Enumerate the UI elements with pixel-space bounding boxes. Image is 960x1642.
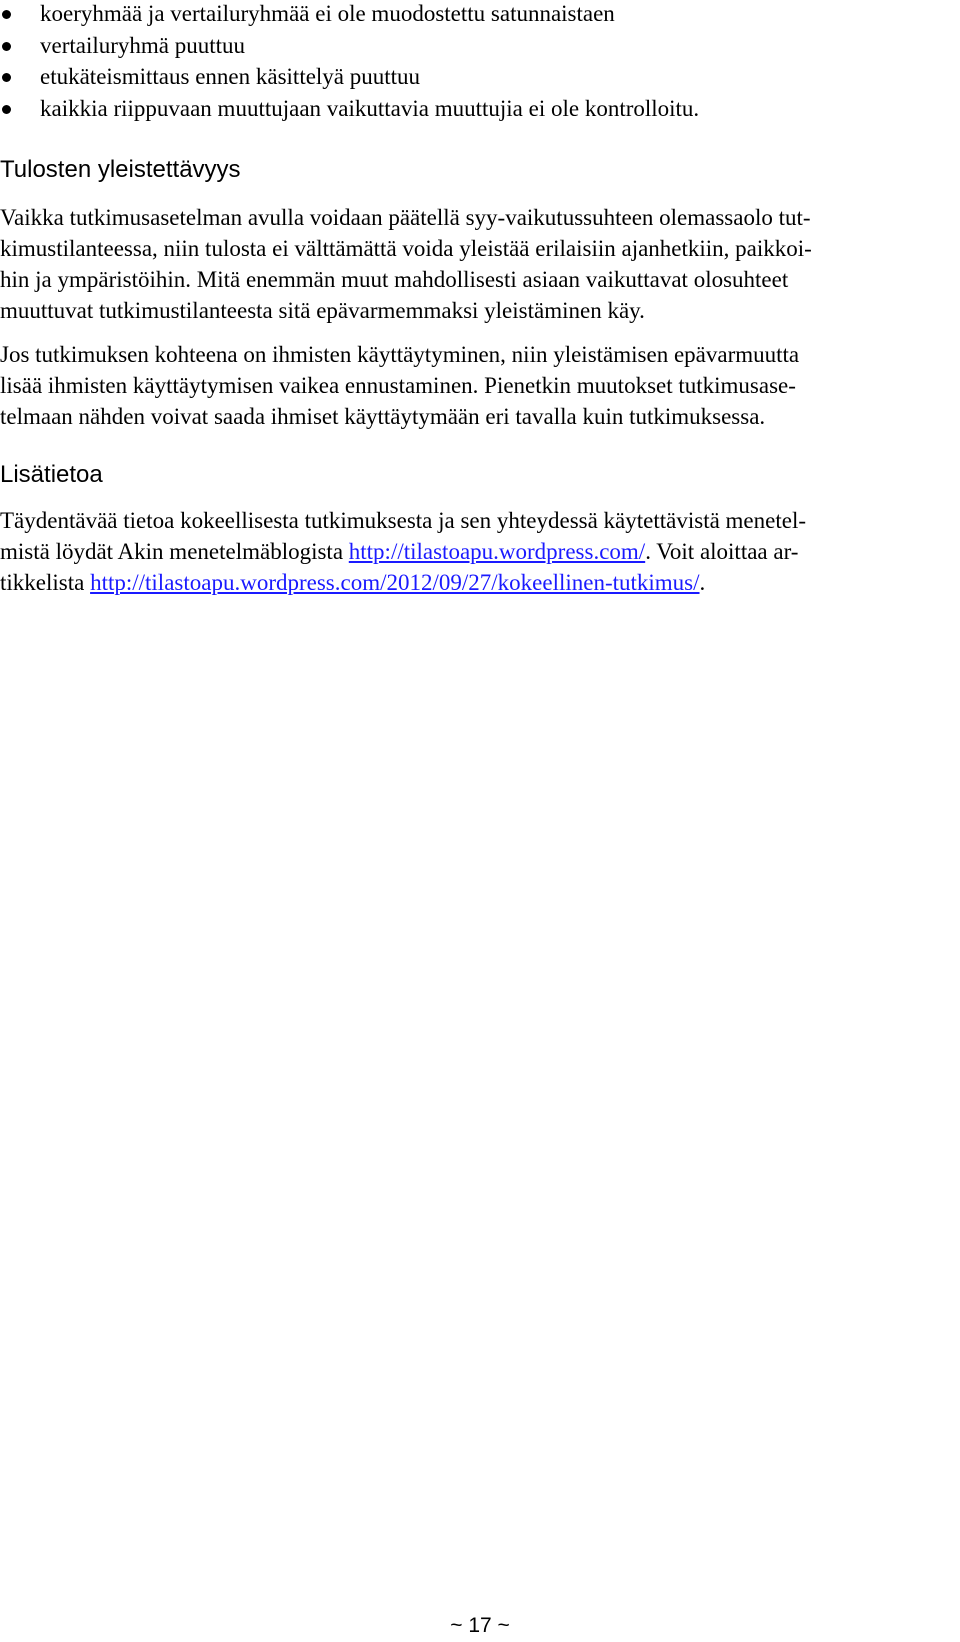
bullet-list	[0, 0, 930, 124]
paragraph-line: Täydentävää tietoa kokeellisesta tutkimuksesta ja sen yhteydessä käytettävistä menetel-	[0, 508, 806, 533]
paragraph-generalizability-1	[0, 202, 952, 326]
bullet-icon	[2, 42, 11, 51]
paragraph-line: Vaikka tutkimusasetelman avulla voidaan päätellä syy-vaikutussuhteen olemassaolo tut-	[0, 205, 811, 230]
bullet-icon	[2, 73, 11, 82]
paragraph-line: Jos tutkimuksen kohteena on ihmisten käyttäytyminen, niin yleistämisen epävarmuutta	[0, 342, 800, 367]
paragraph-line: hin ja ympäristöihin. Mitä enemmän muut mahdollisesti asiaan vaikuttavat olosuhteet	[0, 267, 789, 292]
paragraph-line	[0, 536, 952, 567]
paragraph-line: kimustilanteessa, niin tulosta ei välttämättä voida yleistää erilaisiin ajanhetkiin, paikkoi-	[0, 236, 812, 261]
paragraph-line: muuttuvat tutkimustilanteesta sitä epävarmemmaksi yleistäminen käy.	[0, 298, 645, 323]
paragraph-text: . Voit aloittaa ar-	[645, 539, 799, 564]
list-item	[0, 30, 930, 62]
list-item-text: kaikkia riippuvaan muuttujaan vaikuttavia muuttujia ei ole kontrolloitu.	[40, 95, 700, 121]
bullet-icon	[2, 105, 11, 114]
list-item-text: vertailuryhmä puuttuu	[40, 32, 246, 58]
paragraph-generalizability-2	[0, 339, 952, 432]
paragraph-more-info	[0, 505, 952, 598]
article-link[interactable]: http://tilastoapu.wordpress.com/2012/09/27/kokeellinen-tutkimus/	[90, 570, 700, 595]
paragraph-line	[0, 567, 952, 598]
blog-link[interactable]: http://tilastoapu.wordpress.com/	[348, 539, 646, 564]
paragraph-line: telmaan nähden voivat saada ihmiset käyttäytymään eri tavalla kuin tutkimuksessa.	[0, 404, 766, 429]
bullet-icon	[2, 10, 11, 19]
list-item	[0, 0, 930, 30]
paragraph-line: lisää ihmisten käyttäytymisen vaikea ennustaminen. Pienetkin muutokset tutkimusase-	[0, 373, 796, 398]
page-number: ~ 17 ~	[450, 1614, 510, 1637]
list-item-text: etukäteismittaus ennen käsittelyä puuttuu	[40, 64, 421, 89]
paragraph-text: .	[699, 570, 706, 595]
list-item	[0, 93, 930, 125]
paragraph-text: tikkelista	[0, 570, 91, 595]
list-item-text: koeryhmää ja vertailuryhmää ei ole muodostettu satunnaistaen	[40, 1, 615, 26]
section-heading-more-info: Lisätietoa	[0, 461, 103, 488]
list-item	[0, 61, 930, 93]
section-heading-generalizability: Tulosten yleistettävyys	[0, 156, 241, 183]
paragraph-text: mistä löydät Akin menetelmäblogista	[0, 539, 349, 564]
